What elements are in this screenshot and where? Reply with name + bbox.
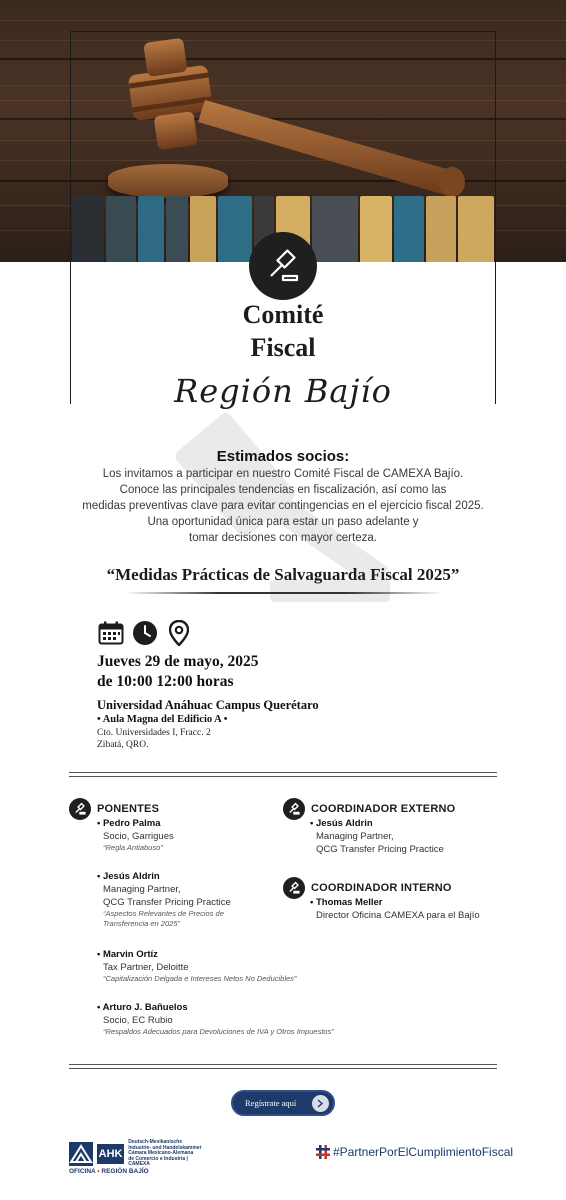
register-label: Regístrate aquí [245, 1098, 297, 1108]
ahk-emblem-icon [69, 1142, 93, 1166]
gavel-emblem [249, 232, 317, 300]
page-title: Comité Fiscal [242, 300, 324, 362]
frame-top-line [70, 31, 496, 32]
region-subtitle: Región Bajío [174, 372, 392, 410]
section-label: PONENTES [97, 803, 160, 815]
gavel-icon [263, 246, 303, 286]
divider [124, 592, 442, 594]
venue-room: • Aula Magna del Edificio A • [97, 714, 228, 725]
calendar-icon [97, 620, 125, 646]
ahk-logo [69, 1140, 204, 1168]
sound-block [108, 164, 228, 198]
frame-right-line [495, 31, 496, 404]
venue-name: Universidad Anáhuac Campus Querétaro [97, 698, 319, 712]
frame-left-line [70, 31, 71, 404]
coordinator-item: • Jesús Aldrin Managing Partner, QCG Transfer Pricing Practice [310, 817, 444, 856]
event-icons [97, 620, 193, 646]
venue-address: Cto. Universidades I, Fracc. 2 Zibatá, QRO. [97, 728, 211, 750]
divider-bottom [69, 1064, 497, 1069]
event-title: “Medidas Prácticas de Salvaguarda Fiscal 2025” [106, 565, 460, 584]
arrow-right-icon [312, 1095, 329, 1112]
section-label: COORDINADOR EXTERNO [311, 803, 456, 815]
intro-paragraph: Los invitamos a participar en nuestro Comité Fiscal de CAMEXA Bajío. Conoce las principales tendencias en fiscalización, así como las medidas preventivas clave para evitar contingencias en el ejercicio fiscal 2025. Una oportunidad única para estar un paso adelante y tomar decisiones con mayor certeza. [82, 468, 484, 544]
hashtag: #PartnerPorElCumplimientoFiscal [316, 1145, 513, 1159]
office-label: OFICINA • REGIÓN BAJÍO [69, 1168, 149, 1175]
ahk-description: Deutsch-Mexikanische Industrie- und Handelskammer Cámara Mexicano-Alemana de Comercio e Industria | CAMEXA [128, 1139, 202, 1168]
speaker-item: • Marvin Ortíz Tax Partner, Deloitte “Capitalización Delgada e Intereses Netos No Deducibles” [97, 948, 296, 984]
hash-flag-icon [316, 1145, 330, 1159]
coordinator-item: • Thomas Meller Director Oficina CAMEXA para el Bajío [310, 896, 480, 922]
hero-image [0, 0, 566, 262]
section-label: COORDINADOR INTERNO [311, 882, 452, 894]
speaker-item: • Arturo J. Bañuelos Socio, EC Rubio “Respaldos Adecuados para Devoluciones de IVA y Otros Impuestos” [97, 1001, 334, 1037]
location-pin-icon [165, 620, 193, 646]
gavel-icon [283, 798, 305, 820]
clock-icon [131, 620, 159, 646]
gavel-icon [69, 798, 91, 820]
gavel-icon [283, 877, 305, 899]
greeting: Estimados socios: [216, 448, 350, 465]
ahk-wordmark: AHK [97, 1144, 124, 1164]
speaker-item: • Jesús Aldrin Managing Partner, QCG Transfer Pricing Practice “Aspectos Relevantes de Precios de Transferencia en 2025” [97, 870, 231, 929]
register-button[interactable] [231, 1090, 335, 1116]
divider-top [69, 772, 497, 777]
event-datetime: Jueves 29 de mayo, 2025 de 10:00 12:00 horas [97, 653, 259, 690]
speaker-item: • Pedro Palma Socio, Garrigues “Regla Antiabuso” [97, 817, 174, 853]
